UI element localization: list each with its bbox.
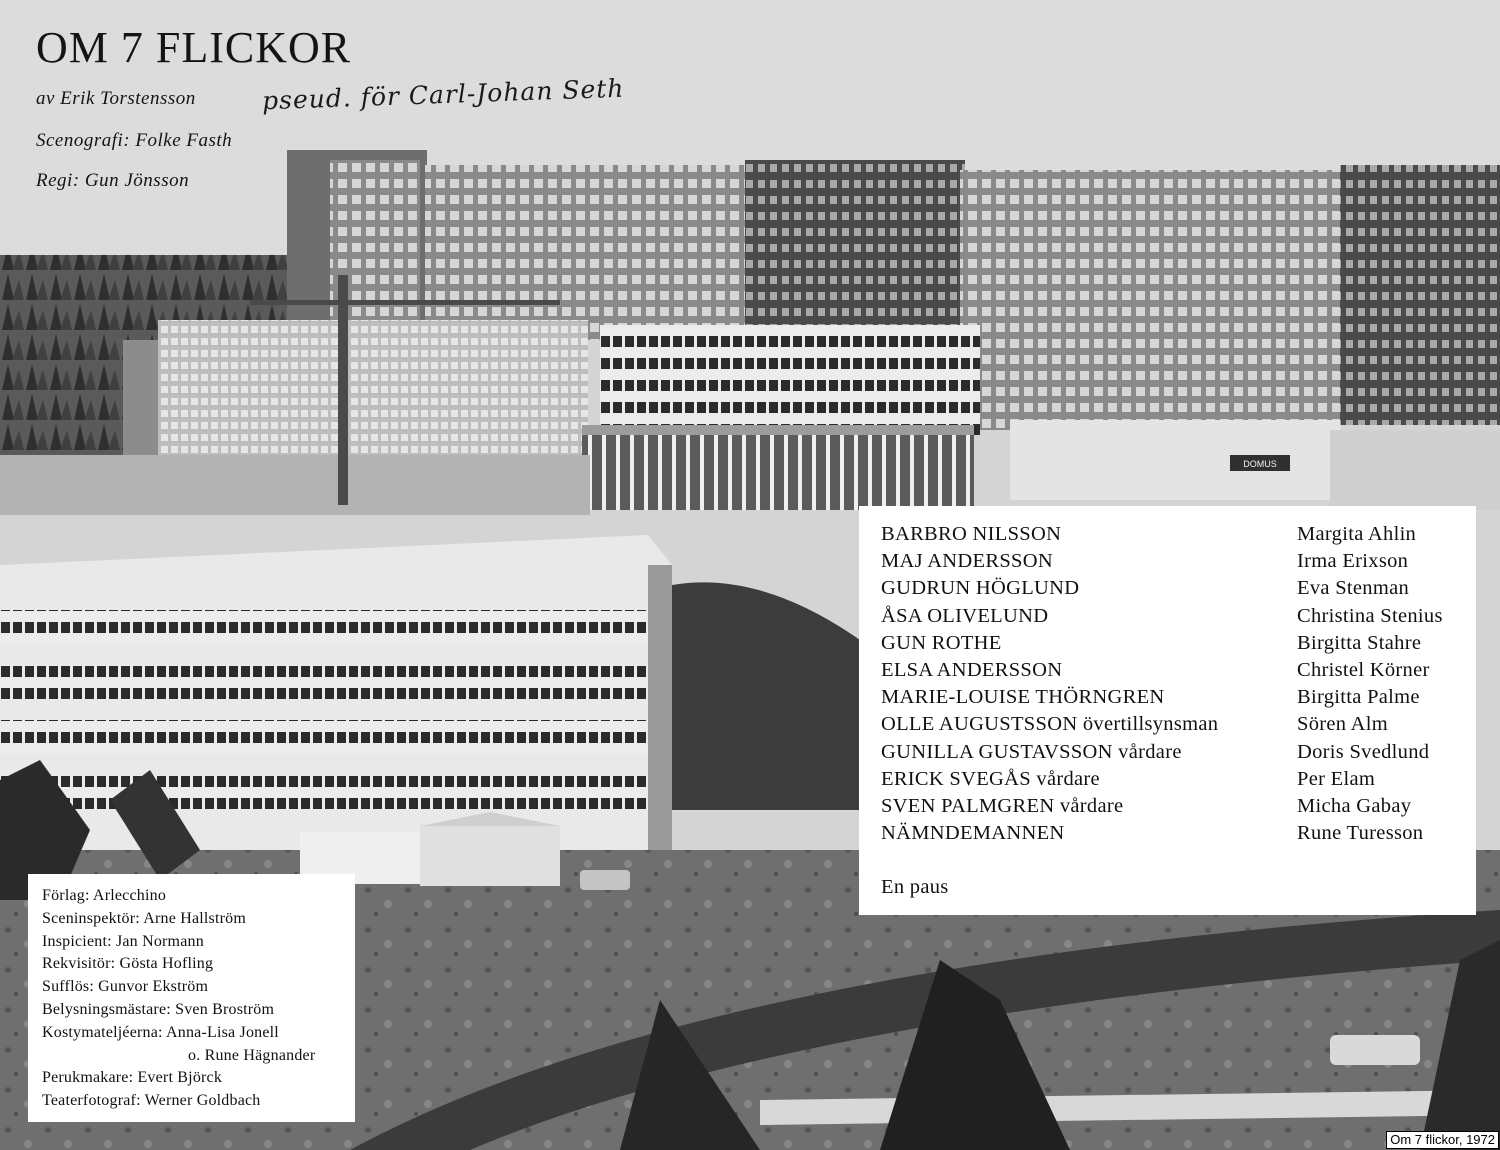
cast-role: ELSA ANDERSSON xyxy=(881,658,1063,681)
cast-actor: Doris Svedlund xyxy=(1297,740,1430,763)
cast-row xyxy=(881,739,1476,766)
cast-actor: Micha Gabay xyxy=(1297,794,1412,817)
cast-row xyxy=(881,575,1476,602)
cast-row xyxy=(881,630,1476,657)
crew-item: Belysningsmästare: Sven Broström xyxy=(42,1000,275,1018)
cast-row xyxy=(881,521,1476,548)
cast-row xyxy=(881,820,1476,847)
cast-actor: Per Elam xyxy=(1297,767,1376,790)
cast-role: GUN ROTHE xyxy=(881,631,1002,654)
crew-list xyxy=(28,874,355,1122)
cast-role: ERICK SVEGÅS vårdare xyxy=(881,767,1100,790)
cast-role: OLLE AUGUSTSSON övertillsynsman xyxy=(881,713,1219,736)
cast-actor: Birgitta Palme xyxy=(1297,686,1420,709)
cast-role: NÄMNDEMANNEN xyxy=(881,822,1065,845)
intermission-note: En paus xyxy=(881,876,949,898)
cast-role: ÅSA OLIVELUND xyxy=(881,604,1049,627)
cast-list xyxy=(859,506,1476,915)
cast-actor: Christel Körner xyxy=(1297,658,1430,681)
crew-item: Perukmakare: Evert Björck xyxy=(42,1069,223,1087)
image-caption: Om 7 flickor, 1972 xyxy=(1386,1131,1499,1149)
crew-item: Kostymateljéerna: Anna-Lisa Jonell xyxy=(42,1023,279,1041)
cast-actor: Margita Ahlin xyxy=(1297,523,1417,545)
handwritten-annotation: pseud. för Carl-Johan Seth xyxy=(261,73,625,116)
cast-row xyxy=(881,684,1476,711)
crew-item: Teaterfotograf: Werner Goldbach xyxy=(42,1092,261,1110)
cast-actor: Rune Turesson xyxy=(1297,822,1424,845)
cast-role: GUDRUN HÖGLUND xyxy=(881,577,1080,600)
cast-actor: Eva Stenman xyxy=(1297,577,1410,600)
domus-sign-text: DOMUS xyxy=(1243,459,1277,469)
cast-actor: Irma Erixson xyxy=(1297,550,1409,573)
crew-item: Sceninspektör: Arne Hallström xyxy=(42,909,246,927)
cast-role: BARBRO NILSSON xyxy=(881,523,1062,545)
crew-item: Inspicient: Jan Normann xyxy=(42,932,204,950)
cast-row xyxy=(881,603,1476,630)
cast-actor: Christina Stenius xyxy=(1297,604,1443,627)
cast-row xyxy=(881,766,1476,793)
cast-row xyxy=(881,548,1476,575)
cast-role: SVEN PALMGREN vårdare xyxy=(881,794,1124,817)
cast-actor: Birgitta Stahre xyxy=(1297,631,1422,654)
cast-row xyxy=(881,793,1476,820)
crew-item: Rekvisitör: Gösta Hofling xyxy=(42,955,214,973)
author-credit: av Erik Torstensson xyxy=(36,88,196,109)
cast-role: MAJ ANDERSSON xyxy=(881,550,1053,573)
cast-row xyxy=(881,711,1476,738)
cast-actor: Sören Alm xyxy=(1297,713,1388,736)
director-credit: Regi: Gun Jönsson xyxy=(36,170,190,191)
crew-item: Förlag: Arlecchino xyxy=(42,887,167,904)
crew-item: Sufflös: Gunvor Ekström xyxy=(42,978,209,996)
cast-role: MARIE-LOUISE THÖRNGREN xyxy=(881,686,1165,709)
cast-row xyxy=(881,657,1476,684)
crew-item-continuation: o. Rune Hägnander xyxy=(188,1046,316,1064)
set-design-credit: Scenografi: Folke Fasth xyxy=(36,130,233,151)
cast-role: GUNILLA GUSTAVSSON vårdare xyxy=(881,740,1182,763)
play-title: OM 7 FLICKOR xyxy=(36,23,352,72)
